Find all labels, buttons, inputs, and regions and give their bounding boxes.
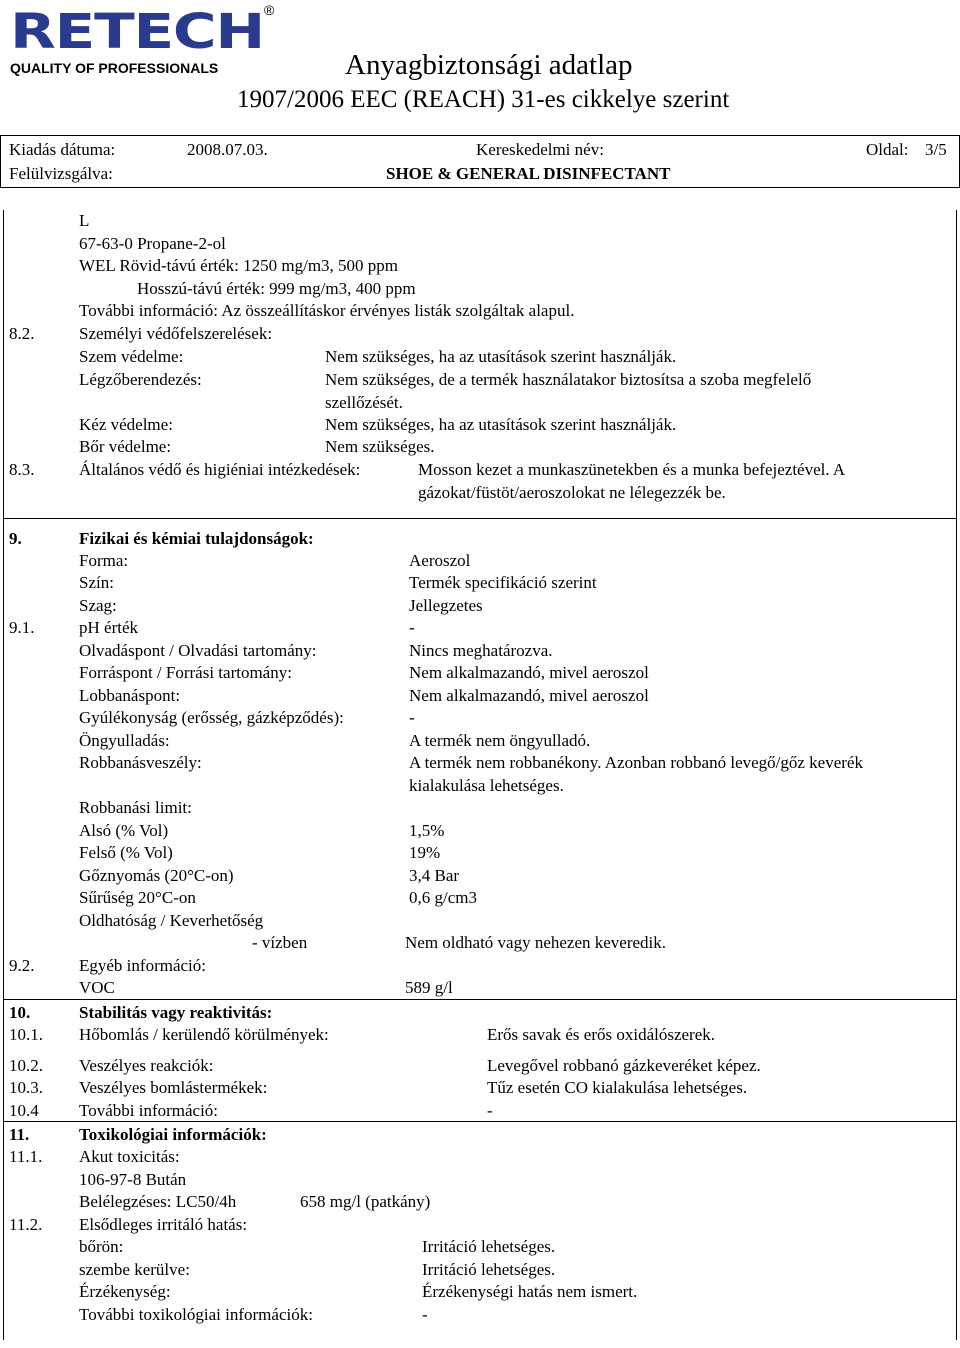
trade-name-value: SHOE & GENERAL DISINFECTANT xyxy=(386,164,671,183)
further-tox-label: További toxikológiai információk: xyxy=(79,1305,313,1324)
odor-label: Szag: xyxy=(79,596,117,615)
voc-label: VOC xyxy=(79,978,115,997)
section-9-title: Fizikai és kémiai tulajdonságok: xyxy=(79,529,314,548)
boiling-label: Forráspont / Forrási tartomány: xyxy=(79,663,292,682)
section-9-2-number: 9.2. xyxy=(9,956,35,975)
section-10-2-number: 10.2. xyxy=(9,1056,43,1075)
water-solubility-label: - vízben xyxy=(252,933,308,952)
section-10-number: 10. xyxy=(9,1003,31,1022)
section-10-3-number: 10.3. xyxy=(9,1078,43,1097)
solubility-label: Oldhatóság / Keverhetőség xyxy=(79,911,264,930)
hazardous-reactions-label: Veszélyes reakciók: xyxy=(79,1056,214,1075)
butane-cas: 106-97-8 Bután xyxy=(79,1170,187,1189)
eye-protection-label: Szem védelme: xyxy=(79,347,184,366)
upper-limit-value: 19% xyxy=(409,843,441,862)
wel-short-term: WEL Rövid-távú érték: 1250 mg/m3, 500 ppm xyxy=(79,256,399,275)
issue-date-value: 2008.07.03. xyxy=(187,140,268,159)
page-label: Oldal: xyxy=(866,140,909,159)
lower-limit-label: Alsó (% Vol) xyxy=(79,821,169,840)
inhalation-value: 658 mg/l (patkány) xyxy=(300,1192,431,1211)
inhalation-label: Belélegzéses: LC50/4h xyxy=(79,1192,237,1211)
skin-irritation-value: Irritáció lehetséges. xyxy=(422,1237,556,1256)
explosion-value-1: A termék nem robbanékony. Azonban robbanó levegő/gőz keverék xyxy=(409,753,863,772)
eye-irritation-value: Irritáció lehetséges. xyxy=(422,1260,556,1279)
hand-protection-value: Nem szükséges, ha az utasítások szerint használják. xyxy=(325,415,677,434)
limit-l-line: L xyxy=(79,211,90,230)
autoignition-value: A termék nem öngyulladó. xyxy=(409,731,591,750)
section-9-number: 9. xyxy=(9,529,22,548)
hygiene-value-2: gázokat/füstöt/aeroszolokat ne lélegezzék be. xyxy=(418,483,726,502)
vapor-pressure-label: Gőznyomás (20°C-on) xyxy=(79,866,234,885)
svg-text:RETECH: RETECH xyxy=(10,6,264,60)
density-label: Sűrűség 20°C-on xyxy=(79,888,196,907)
vapor-pressure-value: 3,4 Bar xyxy=(409,866,460,885)
wel-long-term: Hosszú-távú érték: 999 mg/m3, 400 ppm xyxy=(137,279,416,298)
ph-label: pH érték xyxy=(79,618,139,637)
section-11-2-number: 11.2. xyxy=(9,1215,43,1234)
section-10-info-value: - xyxy=(487,1101,493,1120)
flammability-label: Gyúlékonyság (erősség, gázképződés): xyxy=(79,708,344,727)
explosion-value-2: kialakulása lehetséges. xyxy=(409,776,564,795)
hazardous-reactions-value: Levegővel robbanó gázkeveréket képez. xyxy=(487,1056,761,1075)
skin-protection-label: Bőr védelme: xyxy=(79,437,172,456)
respiratory-value-1: Nem szükséges, de a termék használatakor biztosítsa a szoba megfelelő xyxy=(325,370,812,389)
page-number: 3/5 xyxy=(925,140,947,159)
further-info: További információ: Az összeállításkor érvényes listák szolgáltak alapul. xyxy=(79,301,575,320)
explosion-limit-label: Robbanási limit: xyxy=(79,798,192,817)
cas-isopropanol: 67-63-0 Propane-2-ol xyxy=(79,234,226,253)
section-8-2-number: 8.2. xyxy=(9,324,35,343)
melting-label: Olvadáspont / Olvadási tartomány: xyxy=(79,641,317,660)
section-10-4-number: 10.4 xyxy=(9,1101,39,1120)
decomposition-label: Hőbomlás / kerülendő körülmények: xyxy=(79,1025,329,1044)
hygiene-value-1: Mosson kezet a munkaszünetekben és a munka befejeztével. A xyxy=(418,460,846,479)
color-label: Szín: xyxy=(79,573,114,592)
decomposition-products-value: Tűz esetén CO kialakulása lehetséges. xyxy=(487,1078,748,1097)
retech-logo-graphic xyxy=(8,6,270,62)
decomposition-products-label: Veszélyes bomlástermékek: xyxy=(79,1078,268,1097)
skin-irritation-label: bőrön: xyxy=(79,1237,124,1256)
further-tox-value: - xyxy=(422,1305,428,1324)
decomposition-value: Erős savak és erős oxidálószerek. xyxy=(487,1025,716,1044)
voc-value: 589 g/l xyxy=(405,978,453,997)
respiratory-label: Légzőberendezés: xyxy=(79,370,202,389)
boiling-value: Nem alkalmazandó, mivel aeroszol xyxy=(409,663,649,682)
section-11-number: 11. xyxy=(9,1125,30,1144)
ppe-title: Személyi védőfelszerelések: xyxy=(79,324,273,343)
hand-protection-label: Kéz védelme: xyxy=(79,415,173,434)
eye-protection-value: Nem szükséges, ha az utasítások szerint használják. xyxy=(325,347,677,366)
flash-point-value: Nem alkalmazandó, mivel aeroszol xyxy=(409,686,649,705)
section-8-3-number: 8.3. xyxy=(9,460,35,479)
flash-point-label: Lobbanáspont: xyxy=(79,686,181,705)
water-solubility-value: Nem oldható vagy nehezen keveredik. xyxy=(405,933,667,952)
skin-protection-value: Nem szükséges. xyxy=(325,437,435,456)
trade-name-label: Kereskedelmi név: xyxy=(476,140,604,159)
section-10-1-number: 10.1. xyxy=(9,1025,43,1044)
section-10-title: Stabilitás vagy reaktivitás: xyxy=(79,1003,273,1022)
irritation-label: Elsődleges irritáló hatás: xyxy=(79,1215,248,1234)
form-value: Aeroszol xyxy=(409,551,471,570)
autoignition-label: Öngyulladás: xyxy=(79,731,170,750)
sensitization-value: Érzékenységi hatás nem ismert. xyxy=(422,1282,638,1301)
acute-toxicity-label: Akut toxicitás: xyxy=(79,1147,180,1166)
color-value: Termék specifikáció szerint xyxy=(409,573,597,592)
sensitization-label: Érzékenység: xyxy=(79,1282,171,1301)
section-11-title: Toxikológiai információk: xyxy=(79,1125,267,1144)
eye-irritation-label: szembe kerülve: xyxy=(79,1260,190,1279)
form-label: Forma: xyxy=(79,551,129,570)
section-11-1-number: 11.1. xyxy=(9,1147,43,1166)
flammability-value: - xyxy=(409,708,415,727)
respiratory-value-2: szellőzését. xyxy=(325,393,403,412)
logo-tagline: QUALITY OF PROFESSIONALS xyxy=(10,60,219,76)
upper-limit-label: Felső (% Vol) xyxy=(79,843,173,862)
lower-limit-value: 1,5% xyxy=(409,821,445,840)
section-9-1-number: 9.1. xyxy=(9,618,35,637)
other-info-label: Egyéb információ: xyxy=(79,956,206,975)
revision-label: Felülvizsgálva: xyxy=(9,164,113,183)
document-title: Anyagbiztonsági adatlap xyxy=(345,49,633,81)
ph-value: - xyxy=(409,618,415,637)
section-10-info-label: További információ: xyxy=(79,1101,219,1120)
hygiene-label: Általános védő és higiéniai intézkedések: xyxy=(79,460,361,479)
registered-mark: ® xyxy=(264,2,275,18)
issue-date-label: Kiadás dátuma: xyxy=(9,140,116,159)
density-value: 0,6 g/cm3 xyxy=(409,888,477,907)
odor-value: Jellegzetes xyxy=(409,596,483,615)
melting-value: Nincs meghatározva. xyxy=(409,641,553,660)
document-subtitle: 1907/2006 EEC (REACH) 31-es cikkelye szerint xyxy=(237,86,730,113)
explosion-label: Robbanásveszély: xyxy=(79,753,202,772)
